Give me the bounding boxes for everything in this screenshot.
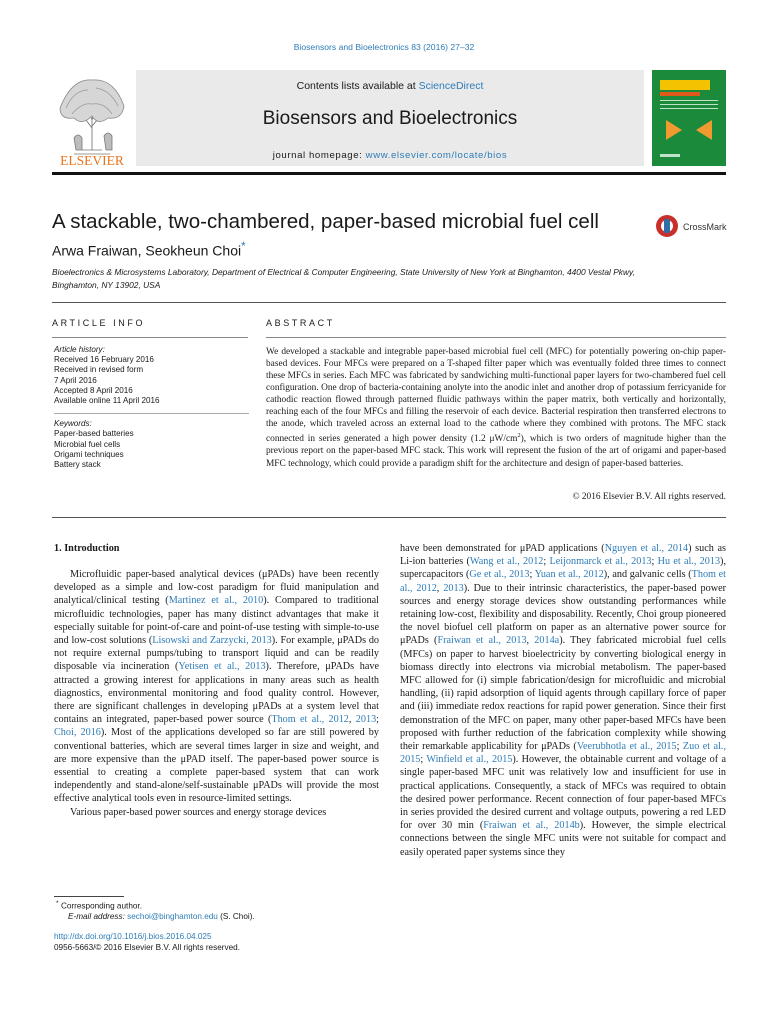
homepage-link[interactable]: www.elsevier.com/locate/bios [365,150,508,161]
keywords [54,413,249,470]
citation-link[interactable]: 2013 [443,582,464,594]
intro-paragraph [54,568,379,806]
homepage-prefix: journal homepage: [272,150,366,161]
body-column-right [400,542,726,859]
footnote-label: Corresponding author. [60,901,142,911]
crossmark-badge[interactable] [654,213,730,239]
footnote-mark: * [56,900,59,907]
citation-link[interactable]: Fraiwan et al., 2014b [483,820,580,832]
doi-block [54,931,240,953]
journal-cover-thumbnail[interactable] [652,70,726,166]
abstract-rule [266,337,726,338]
citation-link[interactable]: 2013 [355,714,377,726]
history-entry: Available online 11 April 2016 [54,396,160,406]
body-text: ) such as Li-ion batteries ( [400,543,726,568]
body-text: ; [376,714,379,726]
affiliation-line: Binghamton, NY 13902, USA [52,280,161,290]
body-text: ), and galvanic cells ( [603,569,692,581]
author-names: Arwa Fraiwan, Seokheun Choi [52,242,242,259]
body-text: ). However, the obtainable current and voltage of a single paper-based MFC unit was relatively low and insufficient for use in practical applications. Consequently, a stack of MFCs was required to obtain the desired power performance. Recent connection of four paper-based MFCs in series provided the desired current and voltage outputs, powering a red LED for over 30 min ( [400,754,726,832]
body-text: ; [543,556,550,568]
abstract-part: We developed a stackable and integrable paper-based microbial fuel cell (MFC) for potentially powering on-chip paper-based devices. Four MFCs were prepared on a T-shaped filter paper which was eventually folded three times to connect these MFCs in series. Each MFC was fabricated by sandwiching multi-functional paper layers for two-chambered fuel cell configuration. One drop of bacteria-containing anolyte into the anodic inlet and another drop of potassium ferricyanide for cathodic reaction flowed through patterned fluidic pathways within the paper matrix, both vertically and horizontally, reaching each of the four MFCs and filling the reservoir of each device. Bacterial respiration then transferred electrons to the anode, which traveled across an external load to the cathode where they combined with protons. The MFC stack connected in series generated a high power density (1.2 μW/cm [266,347,726,445]
citation-link[interactable]: Lisowski and Zarzycki, 2013 [152,635,272,647]
citation-link[interactable]: Veerubhotla et al., 2015 [576,741,677,753]
citation-link[interactable]: Thom et al., 2012 [271,714,349,726]
article-info-heading: ARTICLE INFO [52,318,146,328]
body-text: ; [420,754,427,766]
history-entry: 7 April 2016 [54,375,97,385]
body-text: , [436,582,444,594]
email-suffix: (S. Choi). [217,912,255,922]
history-entry: Received 16 February 2016 [54,355,154,365]
history-entry: Accepted 8 April 2016 [54,385,133,395]
journal-citation[interactable]: Biosensors and Bioelectronics 83 (2016) 27–32 [293,42,475,52]
citation-link[interactable]: Choi, 2016 [54,727,101,739]
abstract-text [266,346,726,470]
body-text: ). Therefore, μPADs have attracted a growing interest for applications in many areas such as health diagnostics, environmental monitoring and food quality control. However, there are significant challenges in developing μPADs at a system level that contains an integrated, paper-based power source ( [54,661,379,726]
author-list [52,240,246,259]
keyword: Paper-based batteries [54,429,134,439]
copyright-notice: © 2016 Elsevier B.V. All rights reserved. [572,492,726,502]
crossmark-label: CrossMark [683,222,727,232]
body-text: ; [651,556,658,568]
journal-info-box [136,70,644,166]
introduction-heading: 1. Introduction [54,543,120,554]
article-info-rule [52,337,248,338]
footnote-rule [54,896,124,897]
elsevier-logo[interactable] [52,68,132,168]
body-text: ), supercapacitors ( [400,556,726,581]
issn-line: 0956-5663/© 2016 Elsevier B.V. All rights reserved. [54,943,240,952]
abstract-superscript: 2 [517,432,521,440]
citation-link[interactable]: Leijonmarck et al., 2013 [549,556,652,568]
journal-title: Biosensors and Bioelectronics [262,108,518,129]
body-text: ; [676,741,683,753]
intro-paragraph [400,542,726,859]
history-entry: Received in revised form [54,365,144,375]
citation-link[interactable]: Wang et al., 2012 [469,556,544,568]
body-text: have been demonstrated for μPAD applications ( [400,543,605,554]
journal-masthead [52,68,726,168]
sciencedirect-link[interactable]: ScienceDirect [418,80,484,92]
citation-link[interactable]: Ge et al., 2013 [469,569,530,581]
citation-link[interactable]: Yuan et al., 2012 [534,569,604,581]
footnote [54,899,374,923]
body-text: , [348,714,356,726]
journal-homepage [136,150,644,161]
email-label: E-mail address: [68,912,128,922]
body-text: ). Most of the applications developed so far are still powered by conventional batteries, which are several times larger in size and weight, and are more expensive than the μPAD itself. The paper-based power source is essential to creating a complete paper-based system that can work independently and stand-alone/self-sustainable μPADs will provide the most effective analytical tools even in resource-limited settings. [54,727,379,805]
paper-title: A stackable, two-chambered, paper-based microbial fuel cell [52,210,599,233]
citation-link[interactable]: Nguyen et al., 2014 [604,543,689,554]
contents-prefix: Contents lists available at [296,80,419,92]
corresponding-author-mark[interactable]: * [241,240,246,253]
citation-link[interactable]: Martinez et al., 2010 [168,595,264,607]
body-text: ). Due to their intrinsic characteristics, the paper-based power sources and energy storage devices show outstanding performances while retaining low-cost, flexibility and disposability. Recently, Choi group pioneered the novel biofuel cell platform on paper as an alternative power source for μPADs ( [400,582,726,647]
body-text: ). For example, μPADs do not require external pumps/tubing to transport liquid and can be readily disposable via incineration ( [54,635,380,673]
body-text: ). They fabricated microbial fuel cells (MFCs) on paper to harvest bioelectricity by converting biological energy in biomass directly into electrons via microbial metabolism. The paper-based MFC allowed for (i) simple fabrication/design for microfluidic and microbial handling, (ii) rapid adsorption of liquid agents through capillary force of paper and (iii) immediate redox reactions for rapid power generation. Since their first demonstration of the MFC on paper, many other paper-based MFCs have been proposed with further reduction of the fabrication complexity while showing their remarkable applicability for μPADs ( [400,635,727,753]
citation-link[interactable]: 2014a [534,635,560,647]
keywords-label: Keywords: [54,419,92,429]
contents-availability [136,80,644,92]
doi-link[interactable]: http://dx.doi.org/10.1016/j.bios.2016.04.025 [54,932,212,941]
body-text: Microfluidic paper-based analytical devices (μPADs) have been recently developed as a simple and low-cost paradigm for fluid manipulation and analytical/clinical testing ( [54,569,379,607]
article-info [54,345,249,470]
citation-link[interactable]: Hu et al., 2013 [657,556,721,568]
body-text: ). Compared to traditional microfluidic technologies, paper has many distinct advantages that make it especially suitable for point-of-care and point-of-use testing with simple-to-use and low-cost solutions ( [54,595,380,647]
abstract-heading: ABSTRACT [266,318,335,328]
affiliation-line: Bioelectronics & Microsystems Laboratory, Department of Electrical & Computer Engineering, State University of New York at Binghamton, 4400 Vestal Pkwy, [52,267,635,277]
keyword: Microbial fuel cells [54,439,121,449]
history-label: Article history: [54,345,105,354]
email-link[interactable]: sechoi@binghamton.edu [127,912,218,922]
intro-paragraph: Various paper-based power sources and energy storage devices [70,806,327,818]
citation-link[interactable]: Fraiwan et al., 2013 [437,635,527,647]
citation-link[interactable]: Zuo et al., 2015 [400,741,726,766]
keyword: Battery stack [54,460,101,470]
body-text: ; [529,569,535,581]
citation-link[interactable]: Yetisen et al., 2013 [178,661,266,673]
section-rule [52,517,726,518]
body-text: , [526,635,535,647]
abstract-part: ), which is two orders of magnitude higher than the previous report on the paper-based MFC stack. This work will represent the fusion of the art of origami and paper-based MFC technology, which could provide a paradigm shift for the architecture and design of paper-based batteries. [266,434,726,469]
masthead-rule [52,172,726,175]
citation-link[interactable]: Thom et al., 2012 [400,569,726,594]
elsevier-wordmark: ELSEVIER [60,153,124,168]
citation-link[interactable]: Winfield et al., 2015 [426,754,513,766]
affiliation [52,266,672,292]
body-text: ). However, the simple electrical connections between the single MFC units were not suitable for compact and easily operated paper systems since they [400,820,726,858]
section-rule [52,302,726,303]
body-column-left [54,568,379,819]
keyword: Origami techniques [54,449,124,459]
